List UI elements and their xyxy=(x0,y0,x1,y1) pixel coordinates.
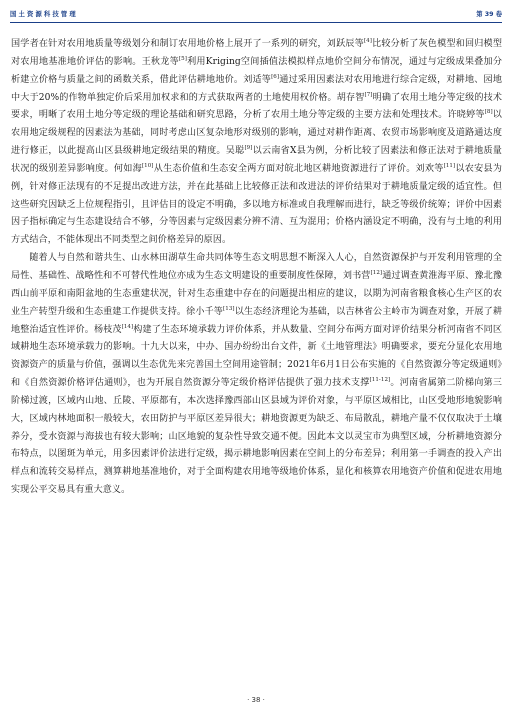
citation-ref: [5] xyxy=(178,55,187,62)
text-run: 以生态经济理论为基础，以吉林省公主岭市为调查对象，开展了耕地整治适宜性评价。杨枝茂 xyxy=(11,306,502,335)
citation-ref: [4] xyxy=(363,37,372,44)
citation-ref: [14] xyxy=(121,323,134,330)
text-run: 构建了生态环境承载力评价体系，并从数量、空间分布两方面对评价结果分析河南省不同区域耕地生态环境承载力的影响。十九大以来，中办、国办纷纷出台文件，新《土地管理法》明确要求，要充分显化农用地资源资产的质量与价值，强调以生态优先来完善国土空间用途管制；2021年6月1日公布实施的《自然资源分等定级通则》和《自然资源价格评估通则》，也为开展自然资源分等定级价格评估提供了强力技术支撑 xyxy=(11,324,502,389)
text-run: 明确了农用土地分等定级的技术要求，明晰了农用土地分等定级的理论基础和研究思路，分析了农用土地分等定级的主要方法和处理技术。许晓婷等 xyxy=(11,92,502,121)
text-run: 利用Kriging空间插值法模拟样点地价空间分布情况，通过与定级成果叠加分析建立价格与质量之间的函数关系，借此评估耕地地价。刘适等 xyxy=(11,56,502,85)
body-paragraph xyxy=(11,36,502,250)
page-number: · 38 · xyxy=(247,696,265,704)
text-run: 以农安县为例，针对修正法现有的不足提出改进方法，并在此基础上比较修正法和改进法的评价结果对于耕地质量定级的适宜性。但这些研究因缺乏上位规程指引，且评估目的设定不明确，多以地方标准或自我理解而进行，缺乏等级价统筹；评价中因素因子指标确定与生态建设结合不够，分等因素与定级因素分辨不清、互为混用；价格内涵设定不明确，没有与土地的利用方式结合，不能体现出不同类型之间价格差异的原因。 xyxy=(11,163,503,246)
text-run: 从生态价值和生态安全两方面对皖北地区耕地资源进行了评价。刘欢等 xyxy=(153,163,444,174)
citation-ref: [8] xyxy=(484,109,493,116)
citation-ref: [10] xyxy=(141,162,154,169)
text-run: 。河南省属第二阶梯向第三阶梯过渡，区域内山地、丘陵、平原都有，本次选择豫西部山区县域为评价对象，与平原区域相比，山区受地形地貌影响大，区域内林地面积一般较大，农田防护与平原区差异很大；耕地资源更为缺乏、布局散乱，耕地产量不仅仅取决于土壤养分，受水资源与海拔也有较大影响；山区地貌的复杂性导致交通不便。因此本文以灵宝市为典型区域，分析耕地资源分布特点，以图斑为单元，用多因素评价法进行定级，揭示耕地影响因素在空间上的分布差异；利用第一手调查的投入产出样点和流转交易样点，测算耕地基准地价，对于全面构建农用地等级地价体系，显化和核算农用地资产价值和促进农用地实现公平交易具有重大意义。 xyxy=(11,378,502,496)
citation-ref: [11-12] xyxy=(369,377,391,383)
text-run: 以农用地定级规程的因素法为基础，同时考虑山区复杂地形对级别的影响，通过对耕作距离、农贸市场影响度及道路通达度进行修正，以此提高山区县级耕地定级结果的精度。吴聪 xyxy=(11,110,502,157)
text-run: 通过调查黄淮海平原、豫北豫西山前平原和南阳盆地的生态重建状况，针对生态重建中存在的问题提出相应的建议，以期为河南省粮食核心生产区的农业生产转型升级和生态重建工作提供支持。徐小千等 xyxy=(11,270,502,317)
text-run: 以云南省X县为例，分析比较了因素法和修正法对于耕地质量状况的级别差异影响度。何如海 xyxy=(11,146,502,174)
body-paragraph xyxy=(11,250,502,500)
text-run: 国学者在针对农用地质量等级划分和制订农用地价格上展开了一系列的研究，刘跃辰等 xyxy=(11,39,364,49)
text-run: 比较分析了灰色模型和回归模型对农用地基准地价评估的影响。王秋龙等 xyxy=(11,39,502,67)
text-run: 随着人与自然和谐共生、山水林田湖草生命共同体等生态文明思想不断深入人心，自然资源保护与开发利用管理的全局性、基础性、战略性和不可替代性地位亦成为生态文明建设的重要制度性保障，刘书营 xyxy=(11,253,502,281)
volume-label: 第 39 卷 xyxy=(476,10,502,18)
citation-ref: [6] xyxy=(271,73,280,80)
citation-ref: [12] xyxy=(370,269,383,276)
citation-ref: [7] xyxy=(364,91,373,98)
running-header xyxy=(10,6,502,20)
citation-ref: [9] xyxy=(244,145,253,152)
header-rule xyxy=(10,22,502,23)
journal-name: 国 土 资 源 科 技 管 理 xyxy=(10,10,76,18)
body-text xyxy=(11,36,502,500)
citation-ref: [11] xyxy=(443,162,456,169)
text-run: 通过采用因素法对农用地进行综合定级，对耕地、园地中大于20%的作物单独定价后采用加权求和的方式获取两者的土地使用权价格。胡存智 xyxy=(11,74,502,103)
citation-ref: [13] xyxy=(223,305,235,312)
